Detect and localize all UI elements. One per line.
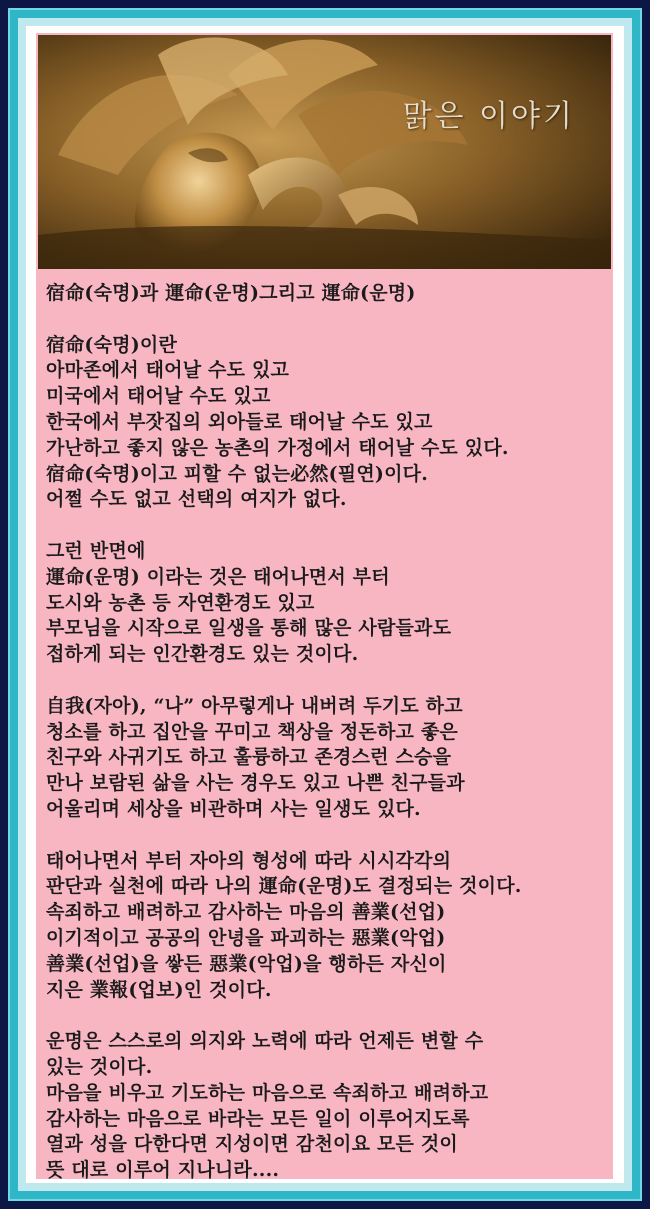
text-line: 이기적이고 공공의 안녕을 파괴하는 惡業(악업) [46, 926, 446, 949]
text-line: 속죄하고 배려하고 감사하는 마음의 善業(선업) [46, 901, 446, 924]
lotus-vase-illustration [38, 35, 611, 269]
text-line: 宿命(숙명)과 運命(운명)그리고 運命(운명) [46, 282, 416, 304]
text-line: 만나 보람된 삶을 사는 경우도 있고 나쁜 친구들과 [46, 772, 465, 795]
text-line: 지은 業報(업보)인 것이다. [46, 978, 272, 1001]
text-line [46, 1003, 611, 1029]
text-line: 宿命(숙명)이란 [46, 333, 177, 356]
text-line: 접하게 되는 인간환경도 있는 것이다. [46, 643, 359, 666]
text-line [46, 668, 611, 694]
text-line: 운명은 스스로의 의지와 노력에 따라 언제든 변할 수 [46, 1030, 484, 1053]
text-line: 친구와 사귀기도 하고 훌륭하고 존경스런 스승을 [46, 746, 452, 769]
text-line: 運命(운명) 이라는 것은 태어나면서 부터 [46, 565, 390, 588]
text-line: 미국에서 태어날 수도 있고 [46, 385, 271, 408]
text-line: 판단과 실천에 따라 나의 運命(운명)도 결정되는 것이다. [46, 875, 522, 898]
text-line [46, 823, 611, 849]
text-line: 마음을 비우고 기도하는 마음으로 속죄하고 배려하고 [46, 1081, 489, 1104]
text-line: 열과 성을 다한다면 지성이면 감천이요 모든 것이 [46, 1133, 458, 1156]
text-line: 태어나면서 부터 자아의 형성에 따라 시시각각의 [46, 849, 452, 872]
text-line: 宿命(숙명)이고 피할 수 없는必然(필연)이다. [46, 462, 429, 485]
text-line: 가난하고 좋지 않은 농촌의 가정에서 태어날 수도 있다. [46, 436, 509, 459]
text-line: 어쩔 수도 없고 선택의 여지가 없다. [46, 488, 347, 511]
poem-text [46, 281, 611, 1179]
text-line: 감사하는 마음으로 바라는 모든 일이 이루어지도록 [46, 1107, 470, 1130]
text-line [46, 513, 611, 539]
text-line: 善業(선업)을 쌓든 惡業(악업)을 행하든 자신이 [46, 952, 447, 975]
text-line: 있는 것이다. [46, 1055, 153, 1078]
text-line: 아마존에서 태어날 수도 있고 [46, 359, 290, 382]
text-line: 그런 반면에 [46, 539, 146, 562]
banner-title: 맑은 이야기 [402, 99, 575, 134]
text-line: 어울리며 세상을 비관하며 사는 일생도 있다. [46, 797, 421, 820]
text-line: 청소를 하고 집안을 꾸미고 책상을 정돈하고 좋은 [46, 720, 458, 743]
text-line: 도시와 농촌 등 자연환경도 있고 [46, 591, 315, 614]
text-line [46, 307, 611, 333]
banner-image [38, 35, 611, 269]
content-panel [36, 33, 613, 1179]
text-line: 한국에서 부잣집의 외아들로 태어날 수도 있고 [46, 410, 433, 433]
text-line: 부모님을 시작으로 일생을 통해 많은 사람들과도 [46, 617, 452, 640]
text-line: 뜻 대로 이루어 지나니라.... [46, 1159, 280, 1179]
text-line: 自我(자아), “나” 아무렇게나 내버려 두기도 하고 [46, 694, 463, 717]
